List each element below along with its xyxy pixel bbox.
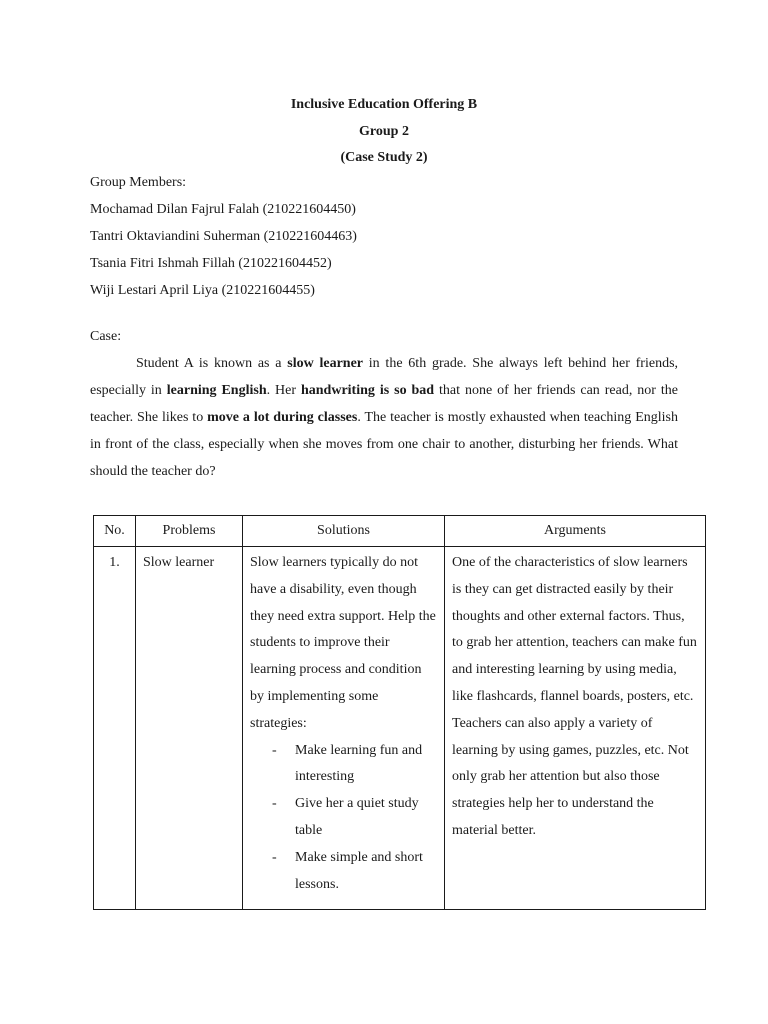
dash-bullet: - <box>272 796 277 812</box>
case-description <box>90 350 678 485</box>
document-title: Inclusive Education Offering B <box>290 97 478 112</box>
member-name: Tantri Oktaviandini Suherman (210221604463) <box>90 229 357 244</box>
case-text-segment: . Her <box>266 383 301 398</box>
cell-problem <box>136 547 243 910</box>
case-label: Case: <box>90 329 122 344</box>
member-name: Wiji Lestari April Liya (210221604455) <box>90 283 315 298</box>
table-header-row <box>94 516 706 547</box>
solution-list <box>250 738 437 899</box>
case-text-segment: in the 6th grade. She always left behind her friends, especially in <box>90 356 679 398</box>
problem-text: Slow learner <box>143 555 215 570</box>
document-header <box>0 92 768 172</box>
cell-no <box>94 547 136 910</box>
member-name: Tsania Fitri Ishmah Fillah (210221604452) <box>90 256 332 271</box>
group-members <box>90 169 357 304</box>
dash-bullet: - <box>272 742 277 758</box>
case-text-emphasis: handwriting is so bad <box>300 383 435 398</box>
solution-item-text: Make simple and short lessons. <box>295 849 423 892</box>
case-text-emphasis: learning English <box>166 383 267 398</box>
dash-bullet: - <box>272 849 277 865</box>
column-header-problems: Problems <box>136 516 243 547</box>
cell-argument <box>445 547 706 910</box>
group-members-label: Group Members: <box>90 175 187 190</box>
group-label: Group 2 <box>359 123 409 139</box>
row-number: 1. <box>109 555 120 570</box>
solution-list-item <box>250 791 437 845</box>
column-header-solutions: Solutions <box>243 516 445 547</box>
case-text-segment: that none of her friends can read, nor the teacher. She likes to <box>90 383 678 425</box>
solutions-table <box>93 515 706 910</box>
case-text-emphasis: slow learner <box>287 356 364 371</box>
case-text-emphasis: move a lot during classes <box>207 410 358 425</box>
case-text-segment: . The teacher is mostly exhausted when teaching English in front of the class, especially when she moves from one chair to another, disturbing her friends. What should the teacher do? <box>90 410 678 479</box>
solution-item-text: Give her a quiet study table <box>295 796 419 838</box>
case-study-label: (Case Study 2) <box>340 150 428 165</box>
solution-list-item <box>250 738 437 792</box>
column-header-arguments: Arguments <box>445 516 706 547</box>
solution-item-text: Make learning fun and interesting <box>295 742 423 785</box>
solution-list-item <box>250 845 437 899</box>
argument-text: One of the characteristics of slow learners is they can get distracted easily by their thoughts and other external factors. Thus, to grab her attention, teachers can make fun and interesting learning by using media, like flashcards, flannel boards, posters, etc. Teachers can also apply a variety of learning by using games, puzzles, etc. Not only grab her attention but also those strategies help her to understand the material better. <box>452 555 697 838</box>
column-header-no: No. <box>94 516 136 547</box>
solution-intro: Slow learners typically do not have a disability, even though they need extra support. Help the students to improve their learning process and condition by implementing some strategies: <box>250 555 436 731</box>
member-name: Mochamad Dilan Fajrul Falah (210221604450) <box>90 202 356 217</box>
cell-solution <box>243 547 445 910</box>
table-row <box>94 547 706 910</box>
case-text-segment: Student A is known as a <box>136 356 288 371</box>
